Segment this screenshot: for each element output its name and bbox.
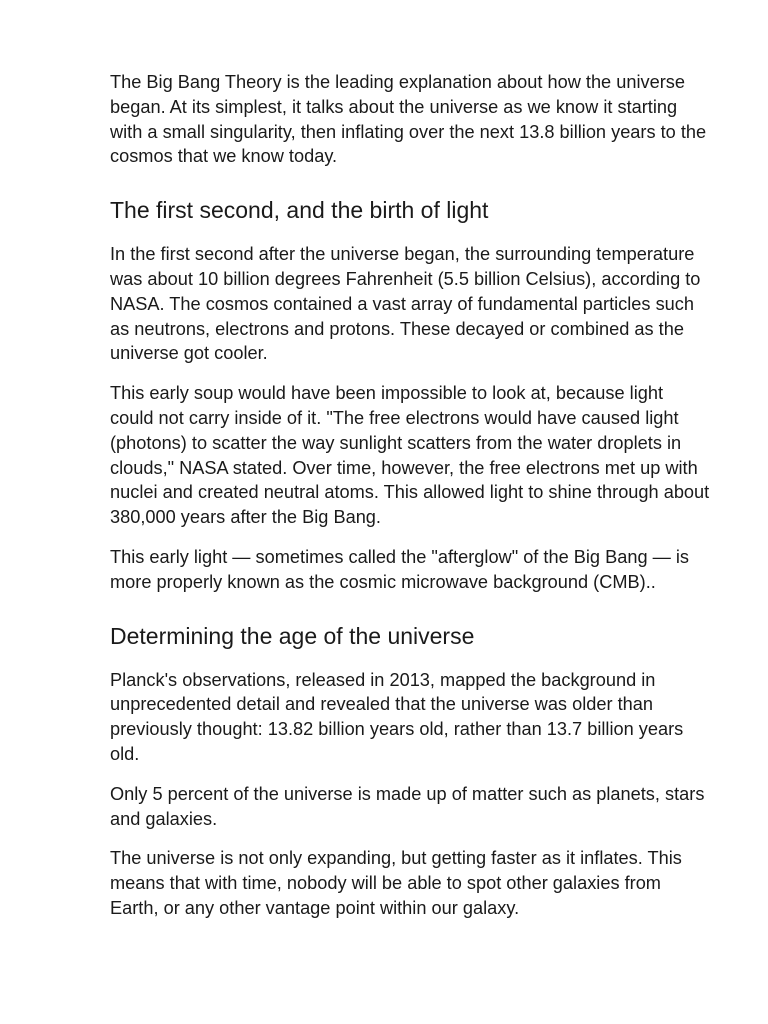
document-page [110,70,710,936]
paragraph-planck: Planck's observations, released in 2013, mapped the background in unprecedented detail and revealed that the universe was older than previously thought: 13.82 billion years old, rather than 13.7 billion years old. [110,669,684,764]
paragraph-early-soup: This early soup would have been impossible to look at, because light could not carry inside of it. "The free electrons would have caused light (photons) to scatter the way sunlight scatters from the water droplets in clouds," NASA stated. Over time, however, the free electrons met up with nuclei and created neutral atoms. This allowed light to shine through about 380,000 years after the Big Bang. [110,383,710,528]
paragraph-matter: Only 5 percent of the universe is made up of matter such as planets, stars and galaxies. [110,783,705,829]
intro-paragraph: The Big Bang Theory is the leading explanation about how the universe began. At its simplest, it talks about the universe as we know it starting with a small singularity, then inflating over the next 13.8 billion years to the cosmos that we know today. [110,72,707,167]
paragraph-temperature: In the first second after the universe began, the surrounding temperature was about 10 billion degrees Fahrenheit (5.5 billion Celsius), according to NASA. The cosmos contained a vast array of fundamental particles such as neutrons, electrons and protons. These decayed or combined as the universe got cooler. [110,244,701,364]
paragraph-expansion: The universe is not only expanding, but getting faster as it inflates. This means that with time, nobody will be able to spot other galaxies from Earth, or any other vantage point within our galaxy. [110,848,682,918]
heading-first-second: The first second, and the birth of light [110,197,489,224]
paragraph-cmb: This early light — sometimes called the "afterglow" of the Big Bang — is more properly known as the cosmic microwave background (CMB).. [110,546,689,592]
heading-age: Determining the age of the universe [110,622,475,649]
